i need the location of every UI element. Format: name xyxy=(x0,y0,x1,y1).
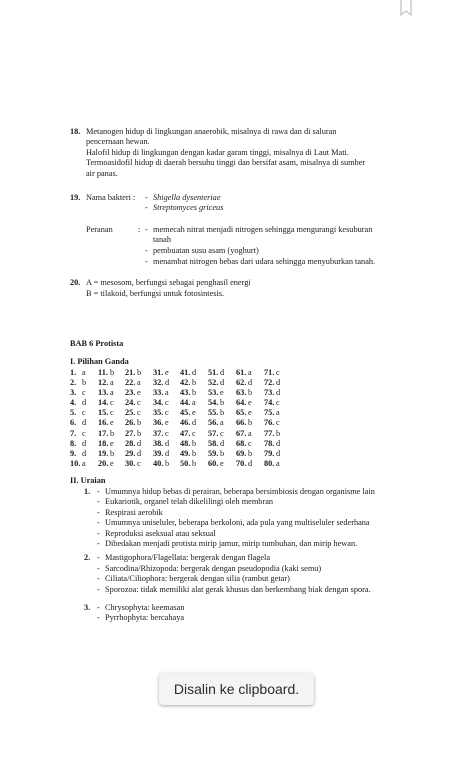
answer-cell xyxy=(208,428,224,439)
answer-letter: d xyxy=(192,368,197,377)
answer-letter: d xyxy=(82,418,87,428)
answer-cell xyxy=(180,408,196,418)
answer-cell xyxy=(208,438,225,449)
answer-letter: b xyxy=(165,458,170,468)
answer-cell xyxy=(70,398,87,408)
nama-bakteri-label: Nama bakteri : xyxy=(86,193,136,202)
question-number: 53. xyxy=(208,388,219,398)
answer-letter: b xyxy=(137,418,142,428)
question-number: 24. xyxy=(125,398,136,408)
bullet-dash: - xyxy=(97,487,100,496)
answer-letter: b xyxy=(192,448,197,458)
question-number: 44. xyxy=(180,398,191,408)
answer-letter: b xyxy=(248,388,253,398)
question-number: 62. xyxy=(236,378,247,388)
uraian-2-item: Mastigophora/Flagellata: bergerak dengan flagela xyxy=(105,553,271,562)
answer-letter: c xyxy=(165,428,169,438)
question-number: 73. xyxy=(264,388,275,398)
answer-letter: e xyxy=(220,458,224,468)
answer-cell xyxy=(236,398,252,408)
answer-letter: b xyxy=(137,428,142,438)
peranan-colon: : xyxy=(138,225,141,234)
answer-letter: b xyxy=(82,378,87,388)
answer-letter: e xyxy=(248,398,252,408)
answer-cell xyxy=(208,398,225,408)
question-18-number: 18. xyxy=(70,127,81,136)
answer-cell xyxy=(180,388,197,398)
answer-cell xyxy=(98,368,115,378)
answer-cell xyxy=(125,378,141,388)
bullet-dash: - xyxy=(145,225,148,234)
answer-letter: b xyxy=(248,418,253,428)
question-number: 72. xyxy=(264,378,275,388)
question-number: 11. xyxy=(98,368,108,377)
answer-letter: d xyxy=(248,458,253,468)
question-number: 68. xyxy=(236,438,247,448)
question-number: 15. xyxy=(98,408,109,418)
answer-cell xyxy=(236,368,252,378)
answer-letter: d xyxy=(276,388,281,398)
answer-letter: c xyxy=(276,398,280,408)
role-item: tanah xyxy=(153,235,171,244)
answer-cell xyxy=(264,418,280,428)
answer-cell xyxy=(98,438,114,449)
answer-letter: c xyxy=(276,368,280,377)
answer-letter: b xyxy=(192,388,197,398)
answer-letter: b xyxy=(220,398,225,408)
answer-letter: c xyxy=(137,398,141,408)
answer-letter: d xyxy=(82,448,87,458)
question-number: 29. xyxy=(125,448,136,458)
answer-cell xyxy=(153,368,169,378)
question-number: 25. xyxy=(125,408,136,418)
question-number: 55. xyxy=(208,408,219,418)
question-number: 22. xyxy=(125,378,136,388)
answer-cell xyxy=(264,388,281,398)
question-number: 57. xyxy=(208,428,219,438)
answer-letter: e xyxy=(137,388,141,398)
answer-cell xyxy=(125,458,141,469)
answer-letter: d xyxy=(276,378,281,388)
toast-label: Disalin ke clipboard. xyxy=(173,681,300,697)
answer-cell xyxy=(70,388,86,398)
uraian-2-number: 2. xyxy=(84,553,91,562)
answer-cell xyxy=(180,368,197,378)
question-number: 71. xyxy=(264,368,275,377)
answer-cell xyxy=(98,378,114,388)
answer-letter: d xyxy=(82,438,87,448)
question-number: 50. xyxy=(180,458,191,468)
bullet-dash: - xyxy=(97,613,100,622)
answer-letter: d xyxy=(165,438,170,448)
answer-cell xyxy=(180,448,197,459)
question-number: 33. xyxy=(153,388,164,398)
answer-cell xyxy=(236,458,253,469)
answer-letter: a xyxy=(110,378,114,388)
answer-cell xyxy=(180,398,196,408)
answer-cell xyxy=(153,378,170,388)
answer-cell xyxy=(125,428,142,439)
answer-cell xyxy=(208,378,225,388)
answer-letter: e xyxy=(165,368,169,377)
question-number: 51. xyxy=(208,368,219,377)
question-number: 37. xyxy=(153,428,164,438)
question-number: 3. xyxy=(70,388,77,398)
bullet-dash: - xyxy=(97,585,100,594)
question-number: 42. xyxy=(180,378,191,388)
answer-letter: b xyxy=(220,448,225,458)
answer-letter: c xyxy=(165,408,169,418)
answer-letter: e xyxy=(248,408,252,418)
answer-cell xyxy=(208,388,224,398)
question-number: 75. xyxy=(264,408,275,418)
answer-cell xyxy=(236,428,252,439)
answer-cell xyxy=(153,418,169,428)
answer-letter: b xyxy=(192,438,197,448)
question-number: 48. xyxy=(180,438,191,448)
q18-line: air panas. xyxy=(86,169,118,178)
question-number: 19. xyxy=(98,448,109,458)
answer-cell xyxy=(264,438,281,449)
answer-letter: a xyxy=(248,428,252,438)
question-number: 39. xyxy=(153,448,164,458)
answer-letter: c xyxy=(110,398,114,408)
bullet-dash: - xyxy=(145,193,148,202)
bullet-dash: - xyxy=(97,553,100,562)
answer-letter: e xyxy=(110,458,114,468)
answer-cell xyxy=(180,438,197,449)
answer-letter: b xyxy=(192,378,197,388)
question-number: 80. xyxy=(264,458,275,468)
answer-cell xyxy=(236,388,253,398)
answer-cell xyxy=(98,408,114,418)
answer-letter: b xyxy=(248,448,253,458)
answer-cell xyxy=(125,388,141,398)
answer-cell xyxy=(125,418,142,428)
answer-cell xyxy=(208,408,225,418)
answer-letter: e xyxy=(110,438,114,448)
uraian-1-item: Eukariotik, organel telah dikelilingi oleh membran xyxy=(105,497,274,506)
question-number: 17. xyxy=(98,428,109,438)
answer-cell xyxy=(98,458,114,469)
answer-letter: a xyxy=(248,368,252,377)
answer-letter: a xyxy=(165,388,169,398)
chapter-title: BAB 6 Protista xyxy=(70,339,124,348)
answer-cell xyxy=(70,448,87,459)
question-number: 5. xyxy=(70,408,77,418)
answer-letter: c xyxy=(276,418,280,428)
uraian-1-number: 1. xyxy=(84,487,91,496)
answer-cell xyxy=(180,458,197,469)
peranan-label: Peranan xyxy=(86,225,113,234)
answer-letter: c xyxy=(165,398,169,408)
answer-cell xyxy=(264,398,280,408)
question-number: 43. xyxy=(180,388,191,398)
answer-letter: d xyxy=(137,438,142,448)
bullet-dash: - xyxy=(97,603,100,612)
question-number: 58. xyxy=(208,438,219,448)
role-item: pembuatan susu asam (yoghurt) xyxy=(153,246,259,255)
answer-cell xyxy=(153,398,169,408)
answer-cell xyxy=(236,408,252,418)
answer-letter: c xyxy=(137,408,141,418)
answer-cell xyxy=(70,438,87,449)
question-number: 34. xyxy=(153,398,164,408)
answer-letter: b xyxy=(192,458,197,468)
answer-cell xyxy=(264,428,281,439)
uraian-3-item: Chrysophyta: keemasan xyxy=(105,603,185,612)
answer-cell xyxy=(236,438,252,449)
answer-cell xyxy=(180,428,196,439)
answer-letter: e xyxy=(165,418,169,428)
answer-letter: d xyxy=(165,448,170,458)
role-item: memecah nitrat menjadi nitrogen sehingga mengurangi kesuburan xyxy=(153,225,373,234)
answer-cell xyxy=(70,408,86,418)
question-20-number: 20. xyxy=(70,278,81,287)
uraian-2-item: Sarcodina/Rhizopoda: bergerak dengan pseudopodia (kaki semu) xyxy=(105,564,322,573)
question-number: 26. xyxy=(125,418,136,428)
answer-cell xyxy=(98,418,114,428)
question-number: 56. xyxy=(208,418,219,428)
question-number: 61. xyxy=(236,368,247,377)
question-number: 7. xyxy=(70,428,77,438)
uraian-2-item: Ciliata/Ciliophora: bergerak dengan silia (rambut getar) xyxy=(105,574,290,583)
question-number: 76. xyxy=(264,418,275,428)
answer-letter: d xyxy=(248,378,253,388)
answer-cell xyxy=(264,408,280,418)
question-number: 67. xyxy=(236,428,247,438)
question-number: 32. xyxy=(153,378,164,388)
answer-letter: d xyxy=(220,438,225,448)
question-number: 30. xyxy=(125,458,136,468)
question-number: 60. xyxy=(208,458,219,468)
answer-letter: b xyxy=(220,408,225,418)
answer-letter: a xyxy=(82,368,86,377)
answer-cell xyxy=(70,428,86,439)
q18-line: Termoasidofil hidup di daerah bersuhu tinggi dan bersifat asam, misalnya di sumber xyxy=(86,158,366,167)
answer-letter: d xyxy=(165,378,170,388)
uraian-1-item: Umumnya uniseluler, beberapa berkoloni, ada pula yang multiseluler sederhana xyxy=(105,518,370,527)
answer-letter: c xyxy=(82,428,86,438)
role-item: menambat nitrogen bebas dari udara sehingga menyuburkan tanah. xyxy=(153,257,376,266)
question-number: 45. xyxy=(180,408,191,418)
bullet-dash: - xyxy=(97,564,100,573)
answer-letter: b xyxy=(137,368,142,377)
question-number: 31. xyxy=(153,368,164,377)
question-number: 10. xyxy=(70,458,81,468)
bullet-dash: - xyxy=(97,529,100,538)
bullet-dash: - xyxy=(97,518,100,527)
answer-cell xyxy=(264,448,281,459)
q18-line: pencernaan hewan. xyxy=(86,137,150,146)
answer-letter: d xyxy=(137,448,142,458)
question-number: 35. xyxy=(153,408,164,418)
question-number: 46. xyxy=(180,418,191,428)
section-uraian-title: II. Uraian xyxy=(70,476,106,485)
answer-letter: d xyxy=(220,378,225,388)
answer-cell xyxy=(125,438,142,449)
question-number: 8. xyxy=(70,438,77,448)
answer-letter: a xyxy=(137,378,141,388)
answer-cell xyxy=(98,398,114,408)
section-pilihan-ganda-title: I. Pilihan Ganda xyxy=(70,357,129,366)
question-number: 2. xyxy=(70,378,77,388)
question-number: 49. xyxy=(180,448,191,458)
question-number: 23. xyxy=(125,388,136,398)
answer-cell xyxy=(236,418,253,428)
answer-cell xyxy=(98,448,115,459)
bullet-dash: - xyxy=(97,574,100,583)
answer-letter: a xyxy=(110,388,114,398)
bullet-dash: - xyxy=(97,497,100,506)
answer-cell xyxy=(153,388,169,398)
answer-cell xyxy=(264,378,281,388)
bullet-dash: - xyxy=(97,508,100,517)
question-number: 12. xyxy=(98,378,109,388)
question-number: 28. xyxy=(125,438,136,448)
question-number: 63. xyxy=(236,388,247,398)
question-number: 41. xyxy=(180,368,191,377)
question-number: 13. xyxy=(98,388,109,398)
uraian-1-item: Dibedakan menjadi protista mirip jamur, mirip tumbuhan, dan mirip hewan. xyxy=(105,539,358,548)
question-number: 64. xyxy=(236,398,247,408)
answer-letter: b xyxy=(276,428,281,438)
answer-letter: c xyxy=(192,428,196,438)
question-number: 1. xyxy=(70,368,77,377)
answer-cell xyxy=(70,378,87,388)
answer-letter: a xyxy=(82,458,86,468)
answer-cell xyxy=(264,458,280,469)
answer-cell xyxy=(70,368,86,378)
answer-cell xyxy=(153,458,170,469)
answer-cell xyxy=(208,368,225,378)
question-number: 16. xyxy=(98,418,109,428)
question-number: 18. xyxy=(98,438,109,448)
question-number: 52. xyxy=(208,378,219,388)
bullet-dash: - xyxy=(97,539,100,548)
answer-letter: d xyxy=(276,438,281,448)
answer-letter: d xyxy=(220,368,225,377)
answer-cell xyxy=(208,418,224,428)
answer-letter: a xyxy=(220,418,224,428)
question-number: 9. xyxy=(70,448,77,458)
answer-cell xyxy=(125,448,142,459)
answer-cell xyxy=(125,368,142,378)
uraian-3-item: Pyrrhophyta: bercahaya xyxy=(105,613,185,622)
question-number: 74. xyxy=(264,398,275,408)
answer-cell xyxy=(180,418,197,428)
bullet-dash: - xyxy=(145,203,148,212)
answer-cell xyxy=(236,378,253,388)
answer-letter: b xyxy=(110,368,115,377)
answer-cell xyxy=(264,368,280,378)
answer-letter: a xyxy=(276,458,280,468)
answer-letter: e xyxy=(220,388,224,398)
question-number: 70. xyxy=(236,458,247,468)
answer-cell xyxy=(125,408,141,418)
bacteria-name: Shigella dysenteriae xyxy=(153,193,221,202)
answer-cell xyxy=(208,458,224,469)
answer-letter: c xyxy=(82,388,86,398)
answer-cell xyxy=(153,428,169,439)
answer-letter: e xyxy=(110,418,114,428)
answer-cell xyxy=(98,388,114,398)
answer-letter: e xyxy=(192,408,196,418)
question-number: 54. xyxy=(208,398,219,408)
answer-cell xyxy=(125,398,141,408)
question-number: 69. xyxy=(236,448,247,458)
answer-cell xyxy=(208,448,225,459)
answer-cell xyxy=(153,438,170,449)
answer-letter: b xyxy=(110,448,115,458)
question-number: 66. xyxy=(236,418,247,428)
question-number: 36. xyxy=(153,418,164,428)
answer-cell xyxy=(70,458,86,469)
q20-line: B = tilakoid, berfungsi untuk fotosintesis. xyxy=(86,289,225,298)
question-number: 4. xyxy=(70,398,77,408)
question-number: 21. xyxy=(125,368,136,377)
question-number: 6. xyxy=(70,418,77,428)
uraian-1-item: Umumnya hidup bebas di perairan, beberapa bersimbiosis dengan organisme lain xyxy=(105,487,375,496)
answer-letter: c xyxy=(220,428,224,438)
question-number: 20. xyxy=(98,458,109,468)
copied-to-clipboard-toast xyxy=(159,673,314,705)
answer-cell xyxy=(180,378,197,388)
question-number: 14. xyxy=(98,398,109,408)
question-number: 65. xyxy=(236,408,247,418)
question-number: 47. xyxy=(180,428,191,438)
answer-letter: a xyxy=(192,398,196,408)
uraian-3-number: 3. xyxy=(84,603,91,612)
answer-letter: d xyxy=(82,398,87,408)
uraian-1-item: Respirasi aerobik xyxy=(105,508,163,517)
uraian-2-item: Sporozoa: tidak memiliki alat gerak khusus dan berkembang biak dengan spora. xyxy=(105,585,371,594)
answer-cell xyxy=(153,408,169,418)
answer-letter: c xyxy=(137,458,141,468)
question-number: 77. xyxy=(264,428,275,438)
bullet-dash: - xyxy=(145,246,148,255)
q18-line: Metanogen hidup di lingkungan anaerobik, misalnya di rawa dan di saluran xyxy=(86,127,337,136)
bookmark-icon[interactable] xyxy=(398,0,414,16)
answer-letter: b xyxy=(110,428,115,438)
answer-cell xyxy=(70,418,87,428)
answer-letter: c xyxy=(82,408,86,418)
answer-letter: d xyxy=(192,418,197,428)
question-number: 27. xyxy=(125,428,136,438)
answer-cell xyxy=(236,448,253,459)
question-number: 59. xyxy=(208,448,219,458)
answer-letter: c xyxy=(110,408,114,418)
answer-letter: d xyxy=(276,448,281,458)
question-number: 78. xyxy=(264,438,275,448)
answer-cell xyxy=(153,448,170,459)
answer-letter: c xyxy=(248,438,252,448)
answer-letter: a xyxy=(276,408,280,418)
question-number: 38. xyxy=(153,438,164,448)
question-number: 40. xyxy=(153,458,164,468)
question-number: 79. xyxy=(264,448,275,458)
bacteria-name: Streptomyces griceus xyxy=(153,203,224,212)
question-19-number: 19. xyxy=(70,193,81,202)
answer-cell xyxy=(98,428,115,439)
bullet-dash: - xyxy=(145,257,148,266)
q18-line: Halofil hidup di lingkungan dengan kadar garam tinggi, misalnya di Laut Mati. xyxy=(86,148,349,157)
uraian-1-item: Reproduksi aseksual atau seksual xyxy=(105,529,216,538)
q20-line: A = mesosom, berfungsi sebagai penghasil energi xyxy=(86,278,251,287)
